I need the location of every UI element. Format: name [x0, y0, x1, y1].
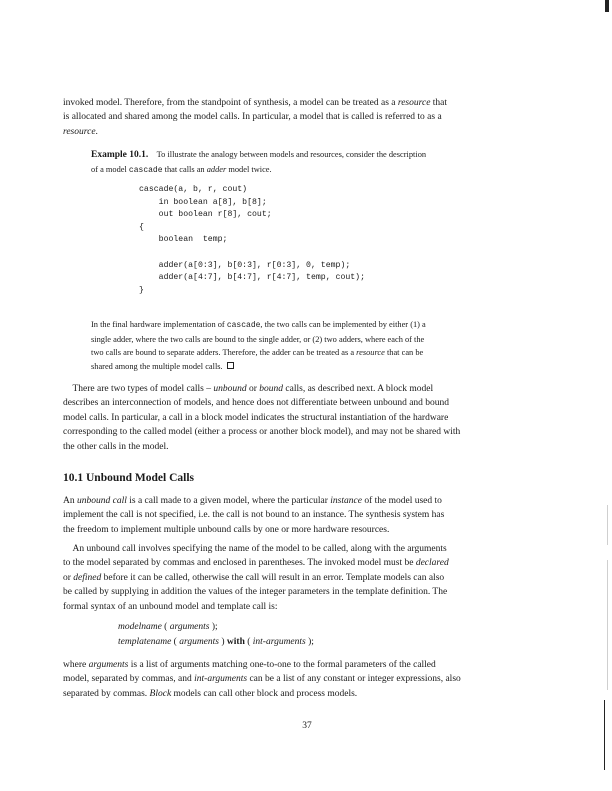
example-label: Example 10.1. [91, 150, 149, 160]
code-line: { [139, 222, 144, 232]
scan-mark-top-right [605, 0, 609, 12]
paragraph-arguments: where arguments is a list of arguments matching one-to-one to the formal parameters of the called model, separated by commas, and int-arguments can be a list of any constant or integer expressions, also separated by commas. Block models can call other block and process models. [63, 660, 461, 699]
example-conclusion: In the final hardware implementation of cascade, the two calls can be implemented by either (1) a single adder, where the two calls are bound to the single adder, or (2) two adders, where each of the two calls are bound to separate adders. Therefore, the adder can be treated as a resource that can be shared among the multiple model calls. [91, 320, 426, 371]
scan-edge-line-3 [604, 700, 605, 770]
scan-edge-line-1 [607, 505, 608, 545]
end-of-example-icon [227, 362, 234, 369]
code-line: boolean temp; [139, 235, 228, 245]
syntax-template-call: templatename ( arguments ) with ( int-arguments ); [118, 636, 314, 647]
code-line: cascade(a, b, r, cout) [139, 185, 248, 194]
section-heading: 10.1 Unbound Model Calls [63, 472, 195, 484]
example-intro: Example 10.1. To illustrate the analogy between models and resources, consider the description of a model cascade that calls an adder model twice. [91, 150, 427, 175]
paragraph-call-syntax: An unbound call involves specifying the name of the model to be called, along with the arguments to the model separated by commas and enclosed in parentheses. The invoked model must be declared or defined before it can be called, otherwise the call will result in an error. Template models can also be called by supplying in addition the values of the integer parameters in the template definition. The formal syntax of an unbound model and template call is: [63, 544, 449, 612]
code-line: in boolean a[8], b[8]; [139, 197, 267, 207]
code-block [139, 184, 365, 297]
scan-edge-line-2 [607, 560, 608, 690]
code-line: adder(a[4:7], b[4:7], r[4:7], temp, cout); [139, 273, 366, 283]
code-line: adder(a[0:3], b[0:3], r[0:3], 0, temp); [139, 260, 351, 270]
page-number: 37 [302, 721, 312, 731]
formal-syntax [118, 620, 314, 649]
code-line: out boolean r[8], cout; [139, 210, 272, 220]
syntax-model-call: modelname ( arguments ); [118, 622, 218, 632]
paragraph-model-calls: There are two types of model calls – unbound or bound calls, as described next. A block model describes an interconnection of models, and hence does not differentiate between unbound and bound model calls. In particular, a call in a block model indicates the structural instantiation of the hardware corresponding to the called model (either a process or another block model), and may not be shared with the other calls in the model. [63, 384, 461, 452]
code-line: } [139, 285, 144, 295]
paragraph-intro: invoked model. Therefore, from the standpoint of synthesis, a model can be treated as a resource that is allocated and shared among the model calls. In particular, a model that is called is referred to as a resource. [63, 98, 448, 137]
paragraph-unbound-call: An unbound call is a call made to a given model, where the particular instance of the model used to implement the call is not specified, i.e. the call is not bound to an instance. The synthesis system has the freedom to implement multiple unbound calls by one or more hardware resources. [63, 496, 445, 535]
